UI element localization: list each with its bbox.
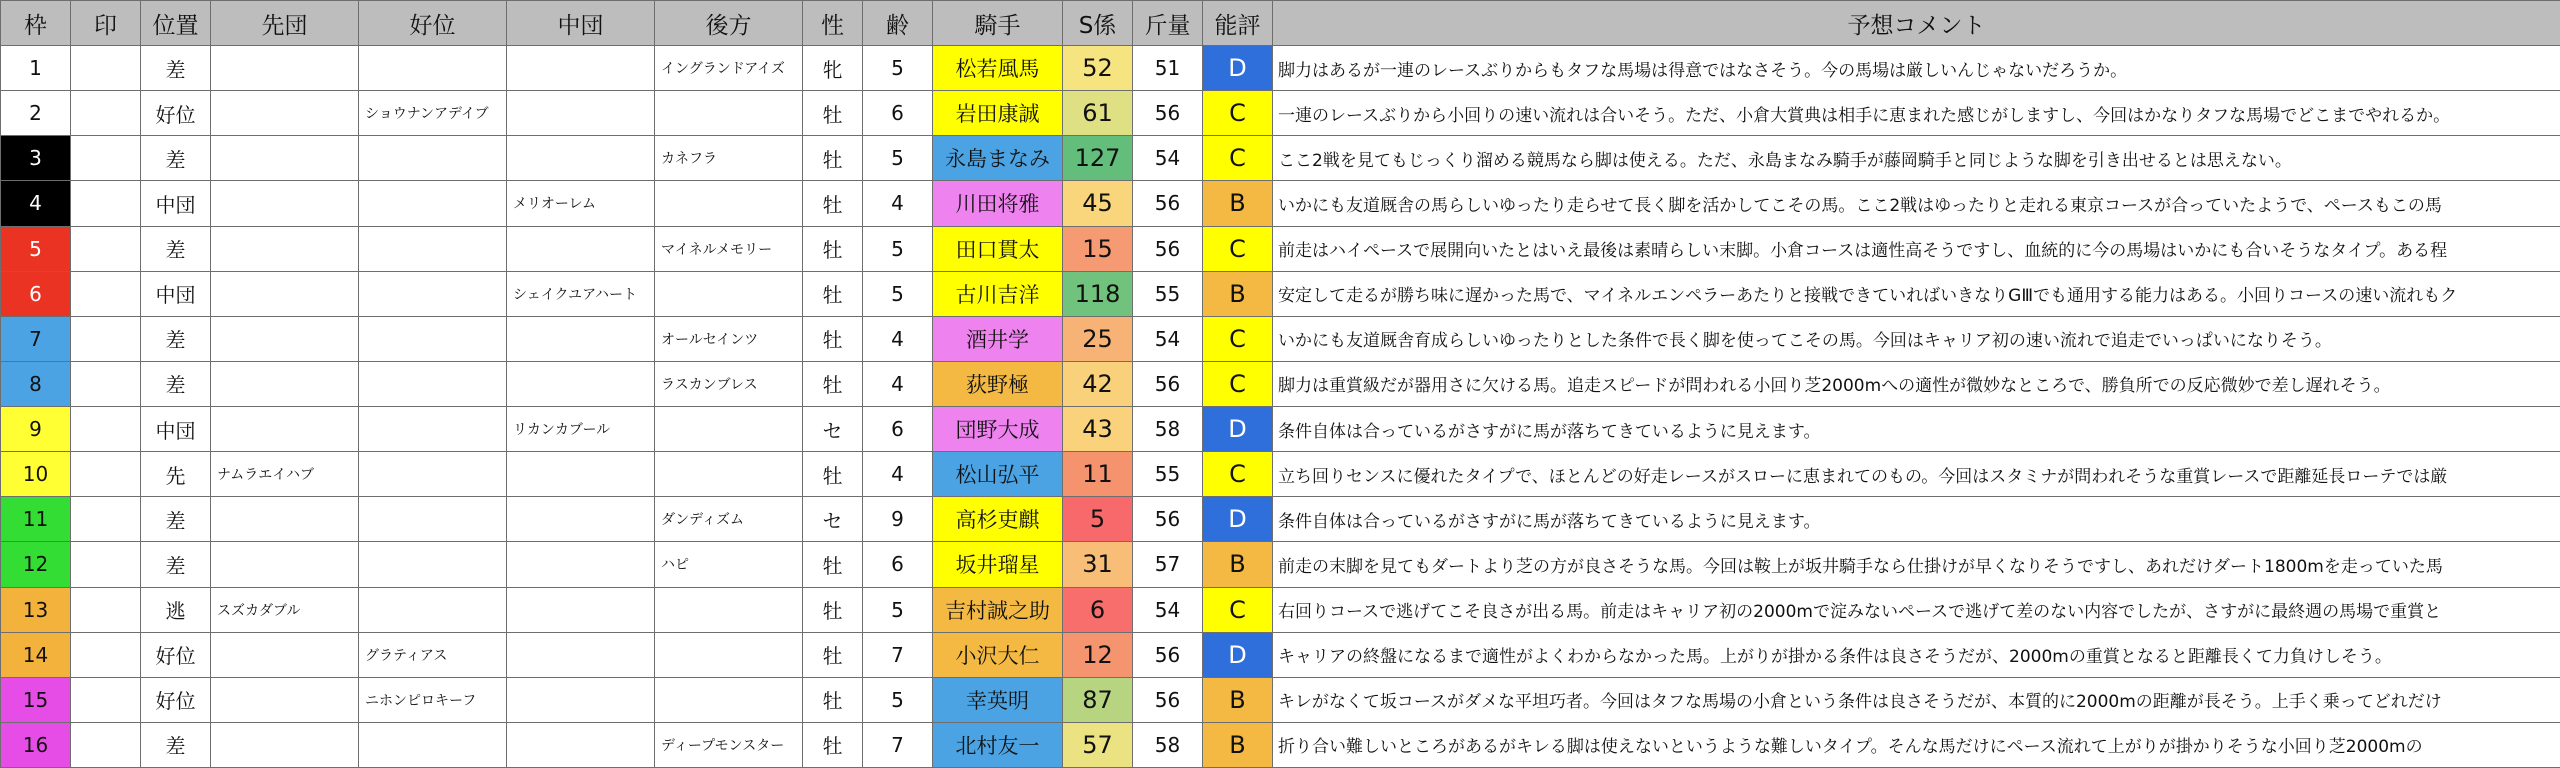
table-row bbox=[1, 46, 2560, 91]
chudan-cell[interactable] bbox=[507, 587, 655, 632]
age-cell[interactable]: 6 bbox=[863, 542, 933, 587]
age-cell[interactable]: 6 bbox=[863, 91, 933, 136]
position-cell[interactable]: 好位 bbox=[141, 677, 211, 722]
sendan-cell[interactable] bbox=[211, 677, 359, 722]
jockey-cell[interactable]: 幸英明 bbox=[933, 677, 1063, 722]
jockey-cell[interactable]: 団野大成 bbox=[933, 407, 1063, 452]
sex-cell[interactable]: 牡 bbox=[803, 632, 863, 677]
jockey-cell[interactable]: 荻野極 bbox=[933, 361, 1063, 406]
ability-cell[interactable]: B bbox=[1203, 542, 1273, 587]
sex-cell[interactable]: 牝 bbox=[803, 46, 863, 91]
ability-cell[interactable]: C bbox=[1203, 91, 1273, 136]
s-coef-cell[interactable]: 42 bbox=[1063, 361, 1133, 406]
table-row bbox=[1, 361, 2560, 406]
table-row bbox=[1, 542, 2560, 587]
comment-cell[interactable]: キャリアの終盤になるまで適性がよくわからなかった馬。上がりが掛かる条件は良さそうだが、2000mの重賞となると距離長くて力負けしそう。 bbox=[1273, 632, 2560, 677]
table-row bbox=[1, 587, 2560, 632]
chudan-cell[interactable] bbox=[507, 497, 655, 542]
koui-cell[interactable] bbox=[359, 226, 507, 271]
age-cell[interactable]: 4 bbox=[863, 452, 933, 497]
mark-cell[interactable] bbox=[71, 587, 141, 632]
weight-cell[interactable]: 58 bbox=[1133, 407, 1203, 452]
mark-cell[interactable] bbox=[71, 91, 141, 136]
weight-cell[interactable]: 51 bbox=[1133, 46, 1203, 91]
position-cell[interactable]: 差 bbox=[141, 497, 211, 542]
waku-cell[interactable]: 15 bbox=[1, 677, 71, 722]
kouhou-cell[interactable]: ラスカンブレス bbox=[655, 361, 803, 406]
comment-cell[interactable]: 脚力はあるが一連のレースぶりからもタフな馬場は得意ではなさそう。今の馬場は厳しいんじゃないだろうか。 bbox=[1273, 46, 2560, 91]
sendan-cell[interactable] bbox=[211, 497, 359, 542]
chudan-cell[interactable] bbox=[507, 632, 655, 677]
waku-cell[interactable]: 1 bbox=[1, 46, 71, 91]
kouhou-cell[interactable]: ダンディズム bbox=[655, 497, 803, 542]
table-row bbox=[1, 407, 2560, 452]
ability-cell[interactable]: D bbox=[1203, 632, 1273, 677]
jockey-cell[interactable]: 吉村誠之助 bbox=[933, 587, 1063, 632]
sex-cell[interactable]: 牡 bbox=[803, 181, 863, 226]
age-cell[interactable]: 5 bbox=[863, 587, 933, 632]
koui-cell[interactable]: ニホンピロキーフ bbox=[359, 677, 507, 722]
header-sex[interactable]: 性 bbox=[803, 1, 863, 46]
comment-cell[interactable]: 前走の末脚を見てもダートより芝の方が良さそうな馬。今回は鞍上が坂井騎手なら仕掛けが早くなりそうですし、あれだけダート1800mを走っていた馬 bbox=[1273, 542, 2560, 587]
sendan-cell[interactable] bbox=[211, 136, 359, 181]
comment-cell[interactable]: キレがなくて坂コースがダメな平坦巧者。今回はタフな馬場の小倉という条件は良さそうだが、本質的に2000mの距離が長そう。上手く乗ってどれだけ bbox=[1273, 677, 2560, 722]
weight-cell[interactable]: 56 bbox=[1133, 497, 1203, 542]
table-row bbox=[1, 497, 2560, 542]
mark-cell[interactable] bbox=[71, 226, 141, 271]
chudan-cell[interactable]: リカンカブール bbox=[507, 407, 655, 452]
mark-cell[interactable] bbox=[71, 361, 141, 406]
header-kouhou[interactable]: 後方 bbox=[655, 1, 803, 46]
chudan-cell[interactable] bbox=[507, 136, 655, 181]
s-coef-cell[interactable]: 6 bbox=[1063, 587, 1133, 632]
koui-cell[interactable] bbox=[359, 542, 507, 587]
koui-cell[interactable] bbox=[359, 587, 507, 632]
sex-cell[interactable]: 牡 bbox=[803, 316, 863, 361]
position-cell[interactable]: 中団 bbox=[141, 407, 211, 452]
sendan-cell[interactable] bbox=[211, 226, 359, 271]
sendan-cell[interactable] bbox=[211, 632, 359, 677]
waku-cell[interactable]: 12 bbox=[1, 542, 71, 587]
position-cell[interactable]: 差 bbox=[141, 361, 211, 406]
ability-cell[interactable]: B bbox=[1203, 181, 1273, 226]
header-position[interactable]: 位置 bbox=[141, 1, 211, 46]
ability-cell[interactable]: B bbox=[1203, 677, 1273, 722]
ability-cell[interactable]: C bbox=[1203, 316, 1273, 361]
ability-cell[interactable]: C bbox=[1203, 452, 1273, 497]
sendan-cell[interactable] bbox=[211, 316, 359, 361]
comment-cell[interactable]: 条件自体は合っているがさすがに馬が落ちてきているように見えます。 bbox=[1273, 497, 2560, 542]
koui-cell[interactable] bbox=[359, 46, 507, 91]
age-cell[interactable]: 4 bbox=[863, 181, 933, 226]
sex-cell[interactable]: 牡 bbox=[803, 136, 863, 181]
position-cell[interactable]: 差 bbox=[141, 542, 211, 587]
sendan-cell[interactable]: スズカダブル bbox=[211, 587, 359, 632]
ability-cell[interactable]: C bbox=[1203, 136, 1273, 181]
sendan-cell[interactable] bbox=[211, 722, 359, 767]
sendan-cell[interactable] bbox=[211, 271, 359, 316]
waku-cell[interactable]: 3 bbox=[1, 136, 71, 181]
header-mark[interactable]: 印 bbox=[71, 1, 141, 46]
waku-cell[interactable]: 16 bbox=[1, 722, 71, 767]
sendan-cell[interactable] bbox=[211, 361, 359, 406]
chudan-cell[interactable] bbox=[507, 677, 655, 722]
mark-cell[interactable] bbox=[71, 542, 141, 587]
comment-cell[interactable]: 右回りコースで逃げてこそ良さが出る馬。前走はキャリア初の2000mで淀みないペースで逃げて差のない内容でしたが、さすがに最終週の馬場で重賞と bbox=[1273, 587, 2560, 632]
sex-cell[interactable]: 牡 bbox=[803, 542, 863, 587]
sex-cell[interactable]: セ bbox=[803, 497, 863, 542]
s-coef-cell[interactable]: 61 bbox=[1063, 91, 1133, 136]
sex-cell[interactable]: 牡 bbox=[803, 361, 863, 406]
chudan-cell[interactable] bbox=[507, 46, 655, 91]
waku-cell[interactable]: 8 bbox=[1, 361, 71, 406]
jockey-cell[interactable]: 高杉吏麒 bbox=[933, 497, 1063, 542]
chudan-cell[interactable]: メリオーレム bbox=[507, 181, 655, 226]
sex-cell[interactable]: 牡 bbox=[803, 271, 863, 316]
position-cell[interactable]: 差 bbox=[141, 316, 211, 361]
sex-cell[interactable]: 牡 bbox=[803, 226, 863, 271]
s-coef-cell[interactable]: 15 bbox=[1063, 226, 1133, 271]
header-age[interactable]: 齢 bbox=[863, 1, 933, 46]
waku-cell[interactable]: 2 bbox=[1, 91, 71, 136]
header-weight[interactable]: 斤量 bbox=[1133, 1, 1203, 46]
jockey-cell[interactable]: 永島まなみ bbox=[933, 136, 1063, 181]
kouhou-cell[interactable]: ディープモンスター bbox=[655, 722, 803, 767]
comment-cell[interactable]: いかにも友道厩舎育成らしいゆったりとした条件で長く脚を使ってこその馬。今回はキャリア初の速い流れで追走でいっぱいになりそう。 bbox=[1273, 316, 2560, 361]
age-cell[interactable]: 7 bbox=[863, 722, 933, 767]
jockey-cell[interactable]: 北村友一 bbox=[933, 722, 1063, 767]
mark-cell[interactable] bbox=[71, 677, 141, 722]
position-cell[interactable]: 差 bbox=[141, 46, 211, 91]
kouhou-cell[interactable] bbox=[655, 632, 803, 677]
table-row bbox=[1, 181, 2560, 226]
mark-cell[interactable] bbox=[71, 497, 141, 542]
mark-cell[interactable] bbox=[71, 316, 141, 361]
comment-cell[interactable]: 折り合い難しいところがあるがキレる脚は使えないというような難しいタイプ。そんな馬だけにペース流れて上がりが掛かりそうな小回り芝2000mの bbox=[1273, 722, 2560, 767]
header-jockey[interactable]: 騎手 bbox=[933, 1, 1063, 46]
position-cell[interactable]: 中団 bbox=[141, 181, 211, 226]
age-cell[interactable]: 4 bbox=[863, 316, 933, 361]
koui-cell[interactable] bbox=[359, 722, 507, 767]
jockey-cell[interactable]: 小沢大仁 bbox=[933, 632, 1063, 677]
header-s-coef[interactable]: S係 bbox=[1063, 1, 1133, 46]
table-row bbox=[1, 91, 2560, 136]
sex-cell[interactable]: 牡 bbox=[803, 587, 863, 632]
ability-cell[interactable]: C bbox=[1203, 361, 1273, 406]
chudan-cell[interactable] bbox=[507, 722, 655, 767]
sendan-cell[interactable] bbox=[211, 91, 359, 136]
koui-cell[interactable] bbox=[359, 271, 507, 316]
waku-cell[interactable]: 13 bbox=[1, 587, 71, 632]
s-coef-cell[interactable]: 52 bbox=[1063, 46, 1133, 91]
weight-cell[interactable]: 55 bbox=[1133, 452, 1203, 497]
koui-cell[interactable] bbox=[359, 361, 507, 406]
sex-cell[interactable]: セ bbox=[803, 407, 863, 452]
ability-cell[interactable]: B bbox=[1203, 722, 1273, 767]
kouhou-cell[interactable]: イングランドアイズ bbox=[655, 46, 803, 91]
weight-cell[interactable]: 57 bbox=[1133, 542, 1203, 587]
waku-cell[interactable]: 9 bbox=[1, 407, 71, 452]
position-cell[interactable]: 差 bbox=[141, 226, 211, 271]
weight-cell[interactable]: 58 bbox=[1133, 722, 1203, 767]
comment-cell[interactable]: 安定して走るが勝ち味に遅かった馬で、マイネルエンペラーあたりと接戦できていればいきなりGⅢでも通用する能力はある。小回りコースの速い流れもク bbox=[1273, 271, 2560, 316]
kouhou-cell[interactable]: オールセインツ bbox=[655, 316, 803, 361]
age-cell[interactable]: 9 bbox=[863, 497, 933, 542]
jockey-cell[interactable]: 酒井学 bbox=[933, 316, 1063, 361]
mark-cell[interactable] bbox=[71, 722, 141, 767]
ability-cell[interactable]: C bbox=[1203, 226, 1273, 271]
jockey-cell[interactable]: 古川吉洋 bbox=[933, 271, 1063, 316]
chudan-cell[interactable] bbox=[507, 91, 655, 136]
sendan-cell[interactable] bbox=[211, 542, 359, 587]
ability-cell[interactable]: B bbox=[1203, 271, 1273, 316]
weight-cell[interactable]: 55 bbox=[1133, 271, 1203, 316]
koui-cell[interactable] bbox=[359, 452, 507, 497]
weight-cell[interactable]: 56 bbox=[1133, 226, 1203, 271]
sendan-cell[interactable] bbox=[211, 46, 359, 91]
weight-cell[interactable]: 56 bbox=[1133, 632, 1203, 677]
waku-cell[interactable]: 14 bbox=[1, 632, 71, 677]
s-coef-cell[interactable]: 127 bbox=[1063, 136, 1133, 181]
age-cell[interactable]: 5 bbox=[863, 136, 933, 181]
comment-cell[interactable]: いかにも友道厩舎の馬らしいゆったり走らせて長く脚を活かしてこその馬。ここ2戦はゆったりと走れる東京コースが合っていたようで、ペースもこの馬 bbox=[1273, 181, 2560, 226]
table-row bbox=[1, 226, 2560, 271]
waku-cell[interactable]: 7 bbox=[1, 316, 71, 361]
koui-cell[interactable]: グラティアス bbox=[359, 632, 507, 677]
jockey-cell[interactable]: 川田将雅 bbox=[933, 181, 1063, 226]
koui-cell[interactable] bbox=[359, 181, 507, 226]
s-coef-cell[interactable]: 118 bbox=[1063, 271, 1133, 316]
koui-cell[interactable]: ショウナンアデイブ bbox=[359, 91, 507, 136]
position-cell[interactable]: 差 bbox=[141, 136, 211, 181]
sex-cell[interactable]: 牡 bbox=[803, 722, 863, 767]
sendan-cell[interactable] bbox=[211, 181, 359, 226]
ability-cell[interactable]: D bbox=[1203, 46, 1273, 91]
mark-cell[interactable] bbox=[71, 271, 141, 316]
s-coef-cell[interactable]: 43 bbox=[1063, 407, 1133, 452]
age-cell[interactable]: 5 bbox=[863, 46, 933, 91]
ability-cell[interactable]: D bbox=[1203, 497, 1273, 542]
header-ability[interactable]: 能評 bbox=[1203, 1, 1273, 46]
age-cell[interactable]: 6 bbox=[863, 407, 933, 452]
chudan-cell[interactable]: シェイクユアハート bbox=[507, 271, 655, 316]
table-row bbox=[1, 452, 2560, 497]
sendan-cell[interactable] bbox=[211, 407, 359, 452]
chudan-cell[interactable] bbox=[507, 316, 655, 361]
header-comment[interactable]: 予想コメント bbox=[1273, 1, 2560, 46]
table-row bbox=[1, 677, 2560, 722]
position-cell[interactable]: 好位 bbox=[141, 632, 211, 677]
waku-cell[interactable]: 10 bbox=[1, 452, 71, 497]
weight-cell[interactable]: 54 bbox=[1133, 587, 1203, 632]
kouhou-cell[interactable] bbox=[655, 91, 803, 136]
position-cell[interactable]: 中団 bbox=[141, 271, 211, 316]
jockey-cell[interactable]: 坂井瑠星 bbox=[933, 542, 1063, 587]
table-row bbox=[1, 632, 2560, 677]
weight-cell[interactable]: 56 bbox=[1133, 181, 1203, 226]
mark-cell[interactable] bbox=[71, 181, 141, 226]
weight-cell[interactable]: 54 bbox=[1133, 316, 1203, 361]
table-row bbox=[1, 316, 2560, 361]
chudan-cell[interactable] bbox=[507, 452, 655, 497]
kouhou-cell[interactable]: ハピ bbox=[655, 542, 803, 587]
kouhou-cell[interactable] bbox=[655, 181, 803, 226]
weight-cell[interactable]: 56 bbox=[1133, 91, 1203, 136]
header-koui[interactable]: 好位 bbox=[359, 1, 507, 46]
kouhou-cell[interactable] bbox=[655, 587, 803, 632]
waku-cell[interactable]: 4 bbox=[1, 181, 71, 226]
koui-cell[interactable] bbox=[359, 316, 507, 361]
weight-cell[interactable]: 54 bbox=[1133, 136, 1203, 181]
sex-cell[interactable]: 牡 bbox=[803, 452, 863, 497]
waku-cell[interactable]: 5 bbox=[1, 226, 71, 271]
jockey-cell[interactable]: 松山弘平 bbox=[933, 452, 1063, 497]
s-coef-cell[interactable]: 11 bbox=[1063, 452, 1133, 497]
mark-cell[interactable] bbox=[71, 46, 141, 91]
chudan-cell[interactable] bbox=[507, 226, 655, 271]
kouhou-cell[interactable] bbox=[655, 677, 803, 722]
kouhou-cell[interactable]: マイネルメモリー bbox=[655, 226, 803, 271]
age-cell[interactable]: 5 bbox=[863, 226, 933, 271]
comment-cell[interactable]: 条件自体は合っているがさすがに馬が落ちてきているように見えます。 bbox=[1273, 407, 2560, 452]
jockey-cell[interactable]: 田口貫太 bbox=[933, 226, 1063, 271]
header-chudan[interactable]: 中団 bbox=[507, 1, 655, 46]
position-cell[interactable]: 好位 bbox=[141, 91, 211, 136]
waku-cell[interactable]: 6 bbox=[1, 271, 71, 316]
kouhou-cell[interactable] bbox=[655, 407, 803, 452]
weight-cell[interactable]: 56 bbox=[1133, 361, 1203, 406]
kouhou-cell[interactable]: カネフラ bbox=[655, 136, 803, 181]
position-cell[interactable]: 差 bbox=[141, 722, 211, 767]
s-coef-cell[interactable]: 87 bbox=[1063, 677, 1133, 722]
comment-cell[interactable]: ここ2戦を見てもじっくり溜める競馬なら脚は使える。ただ、永島まなみ騎手が藤岡騎手と同じような脚を引き出せるとは思えない。 bbox=[1273, 136, 2560, 181]
sendan-cell[interactable]: ナムラエイハブ bbox=[211, 452, 359, 497]
s-coef-cell[interactable]: 12 bbox=[1063, 632, 1133, 677]
comment-cell[interactable]: 前走はハイペースで展開向いたとはいえ最後は素晴らしい末脚。小倉コースは適性高そうですし、血統的に今の馬場はいかにも合いそうなタイプ。ある程 bbox=[1273, 226, 2560, 271]
s-coef-cell[interactable]: 45 bbox=[1063, 181, 1133, 226]
s-coef-cell[interactable]: 25 bbox=[1063, 316, 1133, 361]
header-sendan[interactable]: 先団 bbox=[211, 1, 359, 46]
mark-cell[interactable] bbox=[71, 452, 141, 497]
comment-cell[interactable]: 立ち回りセンスに優れたタイプで、ほとんどの好走レースがスローに恵まれてのもの。今回はスタミナが問われそうな重賞レースで距離延長ローテでは厳 bbox=[1273, 452, 2560, 497]
s-coef-cell[interactable]: 31 bbox=[1063, 542, 1133, 587]
table-row bbox=[1, 271, 2560, 316]
position-cell[interactable]: 先 bbox=[141, 452, 211, 497]
kouhou-cell[interactable] bbox=[655, 271, 803, 316]
weight-cell[interactable]: 56 bbox=[1133, 677, 1203, 722]
age-cell[interactable]: 4 bbox=[863, 361, 933, 406]
ability-cell[interactable]: D bbox=[1203, 407, 1273, 452]
sex-cell[interactable]: 牡 bbox=[803, 677, 863, 722]
header-waku[interactable]: 枠 bbox=[1, 1, 71, 46]
mark-cell[interactable] bbox=[71, 632, 141, 677]
comment-cell[interactable]: 一連のレースぶりから小回りの速い流れは合いそう。ただ、小倉大賞典は相手に恵まれた感じがしますし、今回はかなりタフな馬場でどこまでやれるか。 bbox=[1273, 91, 2560, 136]
chudan-cell[interactable] bbox=[507, 542, 655, 587]
age-cell[interactable]: 7 bbox=[863, 632, 933, 677]
table-row bbox=[1, 136, 2560, 181]
age-cell[interactable]: 5 bbox=[863, 677, 933, 722]
koui-cell[interactable] bbox=[359, 407, 507, 452]
chudan-cell[interactable] bbox=[507, 361, 655, 406]
koui-cell[interactable] bbox=[359, 136, 507, 181]
table-body bbox=[1, 46, 2560, 768]
comment-cell[interactable]: 脚力は重賞級だが器用さに欠ける馬。追走スピードが問われる小回り芝2000mへの適性が微妙なところで、勝負所での反応微妙で差し遅れそう。 bbox=[1273, 361, 2560, 406]
ability-cell[interactable]: C bbox=[1203, 587, 1273, 632]
position-cell[interactable]: 逃 bbox=[141, 587, 211, 632]
s-coef-cell[interactable]: 5 bbox=[1063, 497, 1133, 542]
sex-cell[interactable]: 牡 bbox=[803, 91, 863, 136]
mark-cell[interactable] bbox=[71, 407, 141, 452]
mark-cell[interactable] bbox=[71, 136, 141, 181]
header-row bbox=[1, 1, 2560, 46]
jockey-cell[interactable]: 松若風馬 bbox=[933, 46, 1063, 91]
table-row bbox=[1, 722, 2560, 767]
s-coef-cell[interactable]: 57 bbox=[1063, 722, 1133, 767]
koui-cell[interactable] bbox=[359, 497, 507, 542]
jockey-cell[interactable]: 岩田康誠 bbox=[933, 91, 1063, 136]
kouhou-cell[interactable] bbox=[655, 452, 803, 497]
age-cell[interactable]: 5 bbox=[863, 271, 933, 316]
waku-cell[interactable]: 11 bbox=[1, 497, 71, 542]
